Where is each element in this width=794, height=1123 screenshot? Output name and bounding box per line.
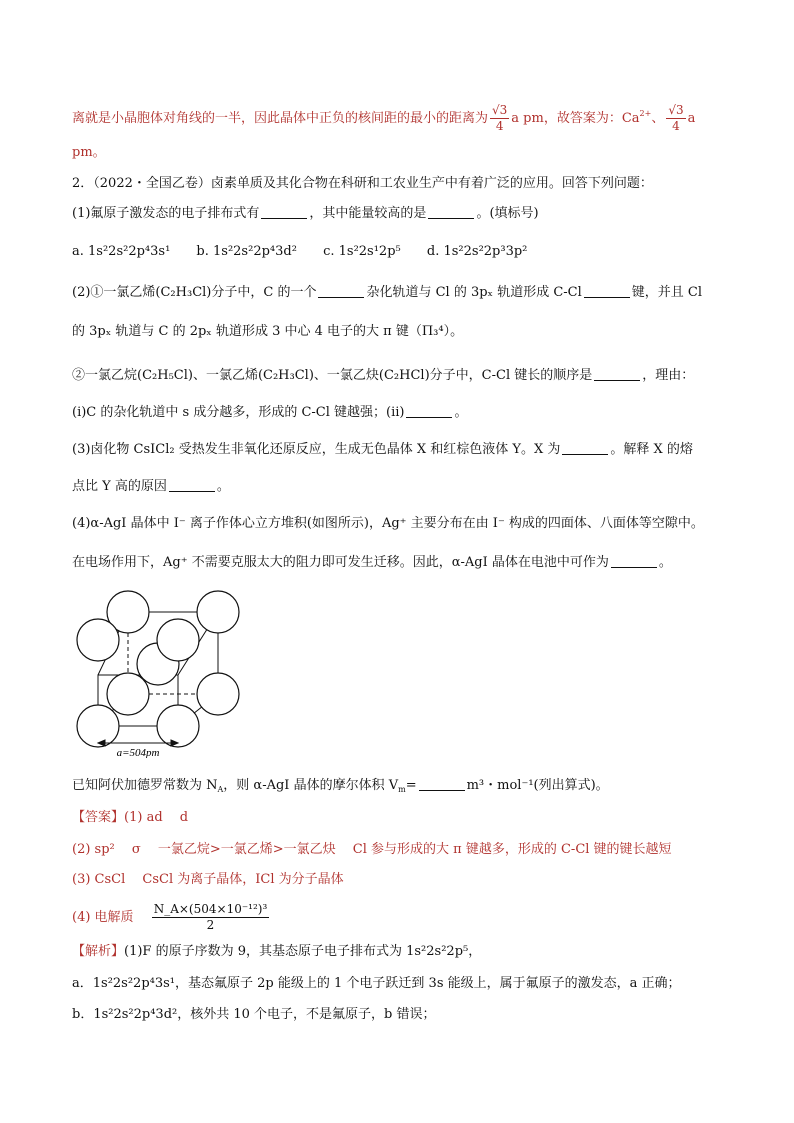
analysis-heading: 【解析】: [72, 944, 125, 959]
question-part-3-line1: [72, 440, 734, 460]
text-segment: (2)①一氯乙烯(C₂H₃Cl)分子中，C 的一个: [72, 285, 317, 300]
fraction-denominator: 4: [672, 119, 680, 133]
bcc-crystal-figure: [70, 588, 250, 758]
text-segment: 离就是小晶胞体对角线的一半，因此晶体中正负的核间距的最小的距离为: [72, 111, 489, 126]
iodide-ion-atom: [77, 705, 119, 747]
text-segment: (3)卤化物 CsICl₂ 受热发生非氧化还原反应，生成无色晶体 X 和红棕色液体 Y。X 为: [72, 442, 561, 457]
answer-blank[interactable]: [318, 283, 364, 298]
answer-text: (1) ad d: [124, 810, 189, 825]
option-d: d. 1s²2s²2p³3p²: [426, 244, 528, 259]
option-a: a. 1s²2s²2p⁴3s¹: [72, 244, 171, 259]
analysis-text: (1)F 的原子序数为 9，其基态原子电子排布式为 1s²2s²2p⁵，: [124, 944, 482, 959]
continued-line: [72, 103, 734, 134]
answer-line-3: (3) CsCl CsCl 为离子晶体，ICl 为分子晶体: [72, 872, 344, 887]
option-b: b. 1s²2s²2p⁴3d²: [196, 244, 297, 259]
charge-superscript: 2+: [639, 109, 652, 118]
dimension-label: a=504pm: [116, 747, 160, 758]
answer-blank[interactable]: [419, 776, 465, 791]
text-segment: m³・mol⁻¹(列出算式)。: [466, 778, 609, 793]
question-part-1: [72, 204, 734, 224]
answer-text: (4) 电解质: [72, 910, 134, 925]
question-part-2-line4: [72, 403, 734, 423]
text-segment: 在电场作用下，Ag⁺ 不需要克服太大的阻力即可发生迁移。因此，α-AgI 晶体在电池中可作为: [72, 555, 609, 570]
question-part-4-line2: [72, 553, 734, 573]
answer-blank[interactable]: [584, 283, 630, 298]
iodide-ion-atom: [197, 673, 239, 715]
question-part-2-line2: 的 3pₓ 轨道与 C 的 2pₓ 轨道形成 3 中心 4 电子的大 π 键（Π₃⁴）。: [72, 324, 464, 339]
continued-line-end: pm。: [72, 145, 106, 160]
text-segment: ，理由：: [642, 368, 695, 383]
subscript: A: [217, 785, 224, 794]
option-c: c. 1s²2s¹2p⁵: [323, 244, 401, 259]
answer-line-1: [72, 808, 734, 828]
text-segment: ，则 α-AgI 晶体的摩尔体积 V: [223, 778, 399, 793]
answer-blank[interactable]: [406, 403, 452, 418]
text-segment: 杂化轨道与 Cl 的 3pₓ 轨道形成 C-Cl: [366, 285, 582, 300]
iodide-ion-atom: [157, 619, 199, 661]
text-segment: 。: [216, 479, 230, 494]
analysis-line-3: b．1s²2s²2p⁴3d²，核外共 10 个电子，不是氟原子，b 错误；: [72, 1007, 436, 1022]
text-segment: 。: [658, 555, 672, 570]
subscript: m: [398, 785, 406, 794]
analysis-line-2: a．1s²2s²2p⁴3s¹，基态氟原子 2p 能级上的 1 个电子跃迁到 3s 能级上，属于氟原子的激发态，a 正确；: [72, 976, 681, 991]
fraction-sqrt3-over-4: [490, 103, 509, 134]
text-segment: 。解释 X 的熔: [610, 442, 693, 457]
text-segment: 。: [454, 405, 468, 420]
answer-line-4: [72, 902, 734, 933]
iodide-ion-atom: [107, 673, 149, 715]
text-segment: a: [687, 111, 696, 126]
answer-blank[interactable]: [261, 204, 307, 219]
text-segment: 键，并且 Cl: [631, 285, 703, 300]
text-segment: 已知阿伏加德罗常数为 N: [72, 778, 218, 793]
answer-blank[interactable]: [562, 440, 608, 455]
text-segment: =: [405, 778, 417, 793]
question-part-3-line2: [72, 477, 734, 497]
answer-blank[interactable]: [428, 204, 474, 219]
question-part-4-line3: [72, 776, 734, 796]
iodide-ion-atom: [77, 619, 119, 661]
fraction-numerator: √3: [492, 103, 508, 117]
fraction-numerator: √3: [668, 103, 684, 117]
text-segment: 、: [651, 111, 665, 126]
fraction-numerator: N_A×(504×10⁻¹²)³: [153, 902, 268, 916]
answer-blank[interactable]: [169, 477, 215, 492]
analysis-line-1: [72, 942, 734, 962]
question-part-2-line1: [72, 283, 734, 303]
answer-blank[interactable]: [594, 366, 640, 381]
text-segment: (ⅰ)C 的杂化轨道中 s 成分越多，形成的 C-Cl 键越强；(ⅱ): [72, 405, 405, 420]
fraction-sqrt3-over-4: [666, 103, 685, 134]
question-part-1-options: [72, 242, 734, 262]
text-segment: 点比 Y 高的原因: [72, 479, 167, 494]
question-intro: 2．（2022・全国乙卷）卤素单质及其化合物在科研和工农业生产中有着广泛的应用。回答下列问题：: [72, 176, 653, 191]
iodide-ion-atom: [197, 591, 239, 633]
fraction-denominator: 2: [206, 918, 215, 932]
iodide-ion-atom: [157, 705, 199, 747]
text-segment: a pm，故答案为：Ca: [511, 111, 640, 126]
text-segment: 。(填标号): [476, 206, 539, 221]
question-part-2-line3: [72, 366, 734, 386]
answer-fraction: [152, 902, 270, 933]
question-part-4-line1: (4)α-AgI 晶体中 I⁻ 离子作体心立方堆积(如图所示)，Ag⁺ 主要分布在由 I⁻ 构成的四面体、八面体等空隙中。: [72, 516, 704, 531]
text-segment: ，其中能量较高的是: [309, 206, 427, 221]
answer-heading: 【答案】: [72, 810, 125, 825]
text-segment: (1)氟原子激发态的电子排布式有: [72, 206, 260, 221]
answer-line-2: (2) sp² σ 一氯乙烷>一氯乙烯>一氯乙炔 Cl 参与形成的大 π 键越多，形成的 C-Cl 键的键长越短: [72, 842, 672, 857]
text-segment: ②一氯乙烷(C₂H₅Cl)、一氯乙烯(C₂H₃Cl)、一氯乙炔(C₂HCl)分子中，C-Cl 键长的顺序是: [72, 368, 593, 383]
fraction-denominator: 4: [495, 119, 504, 133]
answer-blank[interactable]: [611, 553, 657, 568]
